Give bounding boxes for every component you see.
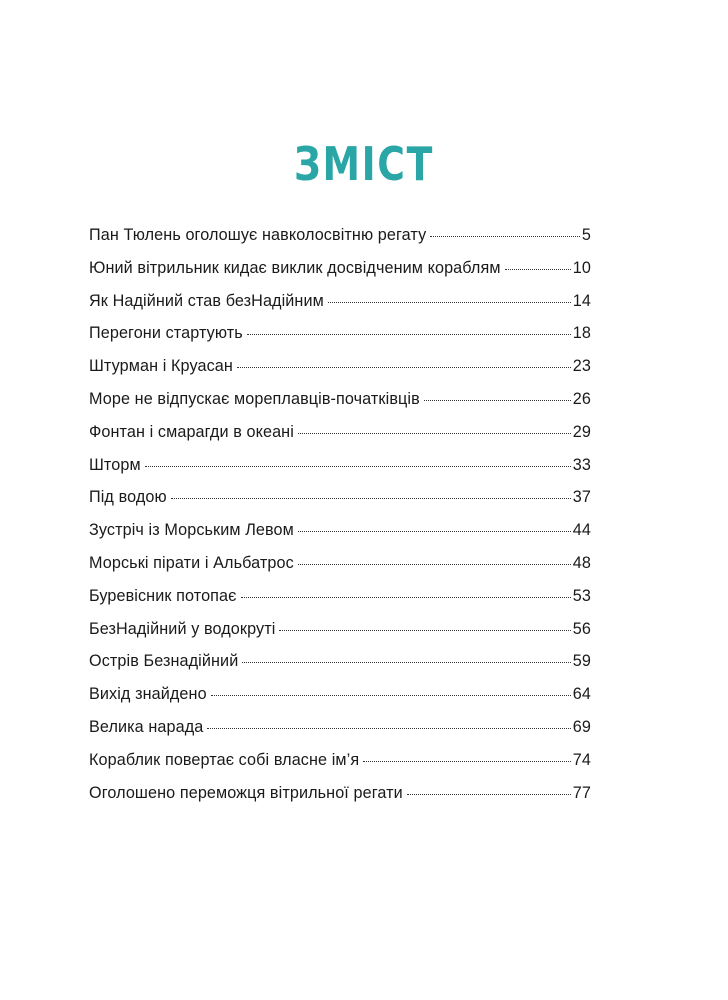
toc-entry: [89, 746, 591, 779]
dot-leader: [241, 596, 571, 598]
toc-entry-title: Юний вітрильник кидає виклик досвідченим кораблям: [89, 258, 501, 277]
dot-leader: [298, 432, 571, 434]
dot-leader: [363, 760, 571, 762]
toc-entry-title: Штурман і Круасан: [89, 357, 233, 376]
dot-leader: [145, 465, 571, 467]
toc-entry-page-number: 64: [572, 685, 591, 704]
toc-entry-page-number: 5: [581, 226, 591, 244]
toc-entry: [89, 221, 591, 254]
toc-entry-page-number: 59: [572, 652, 591, 671]
dot-leader: [424, 399, 571, 401]
toc-entry-title: Шторм: [89, 455, 141, 474]
toc-entry-title: Оголошено переможця вітрильної регати: [89, 783, 403, 802]
toc-entry-page-number: 44: [572, 521, 591, 540]
dot-leader: [407, 793, 571, 795]
dot-leader: [247, 333, 571, 335]
dot-leader: [298, 563, 571, 565]
toc-entry-page-number: 14: [572, 291, 591, 310]
toc-entry-title: Велика нарада: [89, 717, 204, 736]
toc-entry-title: Під водою: [89, 488, 167, 507]
toc-entry: [89, 451, 591, 484]
toc-entry-title: Море не відпускає мореплавців-початківців: [89, 389, 420, 408]
toc-entry-page-number: 77: [572, 783, 591, 802]
toc-entry: [89, 549, 591, 582]
dot-leader: [207, 727, 570, 729]
toc-entry-title: БезНадійний у водокруті: [89, 619, 276, 638]
toc-entry-title: Морські пірати і Альбатрос: [89, 553, 294, 572]
toc-entry: [89, 254, 591, 287]
toc-entry: [89, 713, 591, 746]
toc-entry: [89, 418, 591, 451]
toc-entry: [89, 582, 591, 615]
toc-entry-title: Буревісник потопає: [89, 586, 237, 605]
toc-entry: [89, 287, 591, 320]
toc-entry-page-number: 56: [572, 619, 591, 638]
dot-leader: [242, 661, 570, 663]
toc-entry: [89, 680, 591, 713]
toc-entry: [89, 385, 591, 418]
toc-entry-page-number: 48: [572, 553, 591, 572]
toc-entry-page-number: 53: [572, 586, 591, 605]
dot-leader: [279, 629, 570, 631]
toc-entry-title: Як Надійний став безНадійним: [89, 291, 324, 310]
toc-entry-title: Острів Безнадійний: [89, 652, 239, 671]
table-of-contents: [89, 221, 591, 811]
dot-leader: [328, 301, 571, 303]
toc-entry: [89, 483, 591, 516]
toc-entry-title: Фонтан і смарагди в океані: [89, 422, 294, 441]
toc-entry-title: Зустріч із Морським Левом: [89, 521, 294, 540]
toc-entry-page-number: 29: [572, 422, 591, 441]
toc-entry-page-number: 18: [572, 324, 591, 343]
toc-entry-page-number: 10: [572, 258, 591, 277]
toc-entry-title: Перегони стартують: [89, 324, 243, 343]
toc-entry: [89, 352, 591, 385]
toc-entry: [89, 615, 591, 648]
toc-entry: [89, 779, 591, 812]
toc-entry: [89, 319, 591, 352]
dot-leader: [171, 497, 571, 499]
toc-entry-title: Вихід знайдено: [89, 685, 207, 704]
toc-entry-page-number: 23: [572, 357, 591, 376]
toc-entry: [89, 516, 591, 549]
dot-leader: [298, 530, 571, 532]
toc-entry-title: Кораблик повертає собі власне ім’я: [89, 750, 360, 769]
page-title: ЗМІСТ: [294, 137, 434, 191]
dot-leader: [211, 694, 571, 696]
toc-entry-page-number: 26: [572, 389, 591, 408]
toc-entry-page-number: 37: [572, 488, 591, 507]
toc-entry-page-number: 33: [572, 455, 591, 474]
toc-entry-page-number: 69: [572, 717, 591, 736]
toc-entry-page-number: 74: [572, 750, 591, 769]
dot-leader: [430, 235, 580, 237]
toc-entry: [89, 647, 591, 680]
dot-leader: [505, 268, 571, 270]
toc-entry-title: Пан Тюлень оголошує навколосвітню регату: [89, 226, 427, 244]
dot-leader: [237, 366, 571, 368]
